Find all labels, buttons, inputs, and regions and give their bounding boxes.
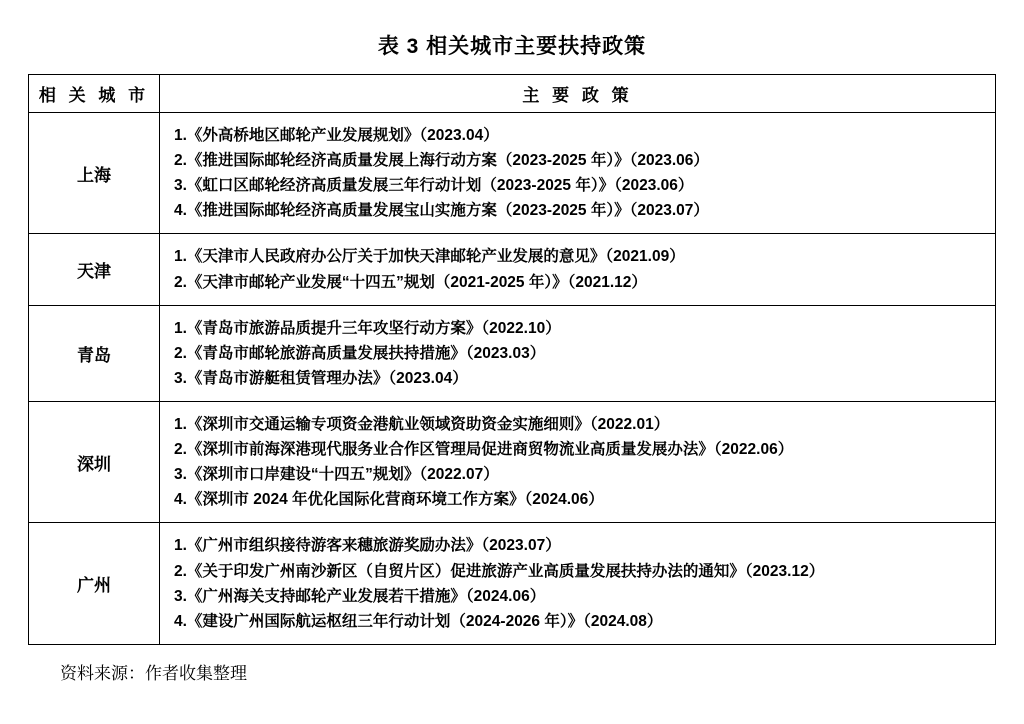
policy-item: 2.《深圳市前海深港现代服务业合作区管理局促进商贸物流业高质量发展办法》（2022.06） [174,441,794,459]
source-note: 资料来源：作者收集整理 [60,663,247,683]
page-title: 表 3 相关城市主要扶持政策 [377,35,647,58]
city-name: 青岛 [29,305,160,401]
policy-list [160,234,996,305]
policy-item: 1.《青岛市旅游品质提升三年攻坚行动方案》（2022.10） [174,319,561,337]
table-row [29,234,996,305]
table-body [29,113,996,645]
policy-item: 1.《深圳市交通运输专项资金港航业领域资助资金实施细则》（2022.01） [174,415,670,433]
policy-item: 4.《建设广州国际航运枢纽三年行动计划（2024-2026 年）》（2024.08） [174,612,663,630]
policy-item: 4.《深圳市 2024 年优化国际化营商环境工作方案》（2024.06） [174,491,604,509]
city-name: 天津 [29,234,160,305]
policy-list [160,113,996,234]
policy-item: 2.《推进国际邮轮经济高质量发展上海行动方案（2023-2025 年）》（2023.06） [174,152,709,170]
table-header-row [29,75,996,113]
policy-list [160,401,996,522]
policy-item: 1.《天津市人民政府办公厅关于加快天津邮轮产业发展的意见》（2021.09） [174,248,685,266]
policy-item: 1.《外高桥地区邮轮产业发展规划》（2023.04） [174,127,499,144]
table-row [29,305,996,401]
policy-list [160,523,996,644]
policy-item: 2.《天津市邮轮产业发展“十四五”规划（2021-2025 年）》（2021.12） [174,273,647,291]
city-name: 深圳 [29,401,160,522]
policy-item: 3.《青岛市游艇租赁管理办法》（2023.04） [174,369,468,387]
policy-table [28,74,996,645]
city-name: 广州 [29,523,160,644]
policy-item: 2.《青岛市邮轮旅游高质量发展扶持措施》（2023.03） [174,344,546,362]
policy-item: 3.《虹口区邮轮经济高质量发展三年行动计划（2023-2025 年）》（2023.06） [174,177,694,195]
policy-list [160,305,996,401]
column-header-city: 相 关 城 市 [29,75,160,113]
table-row [29,401,996,522]
policy-item: 2.《关于印发广州南沙新区（自贸片区）促进旅游产业高质量发展扶持办法的通知》（2023.12） [174,562,825,580]
policy-item: 1.《广州市组织接待游客来穗旅游奖励办法》（2023.07） [174,537,561,555]
city-name: 上海 [29,113,160,234]
column-header-policy: 主 要 政 策 [160,75,996,113]
policy-item: 3.《深圳市口岸建设“十四五”规划》（2022.07） [174,466,499,484]
table-row [29,523,996,644]
policy-item: 4.《推进国际邮轮经济高质量发展宝山实施方案（2023-2025 年）》（2023.07） [174,202,709,220]
table-row [29,113,996,234]
policy-item: 3.《广州海关支持邮轮产业发展若干措施》（2024.06） [174,587,546,605]
